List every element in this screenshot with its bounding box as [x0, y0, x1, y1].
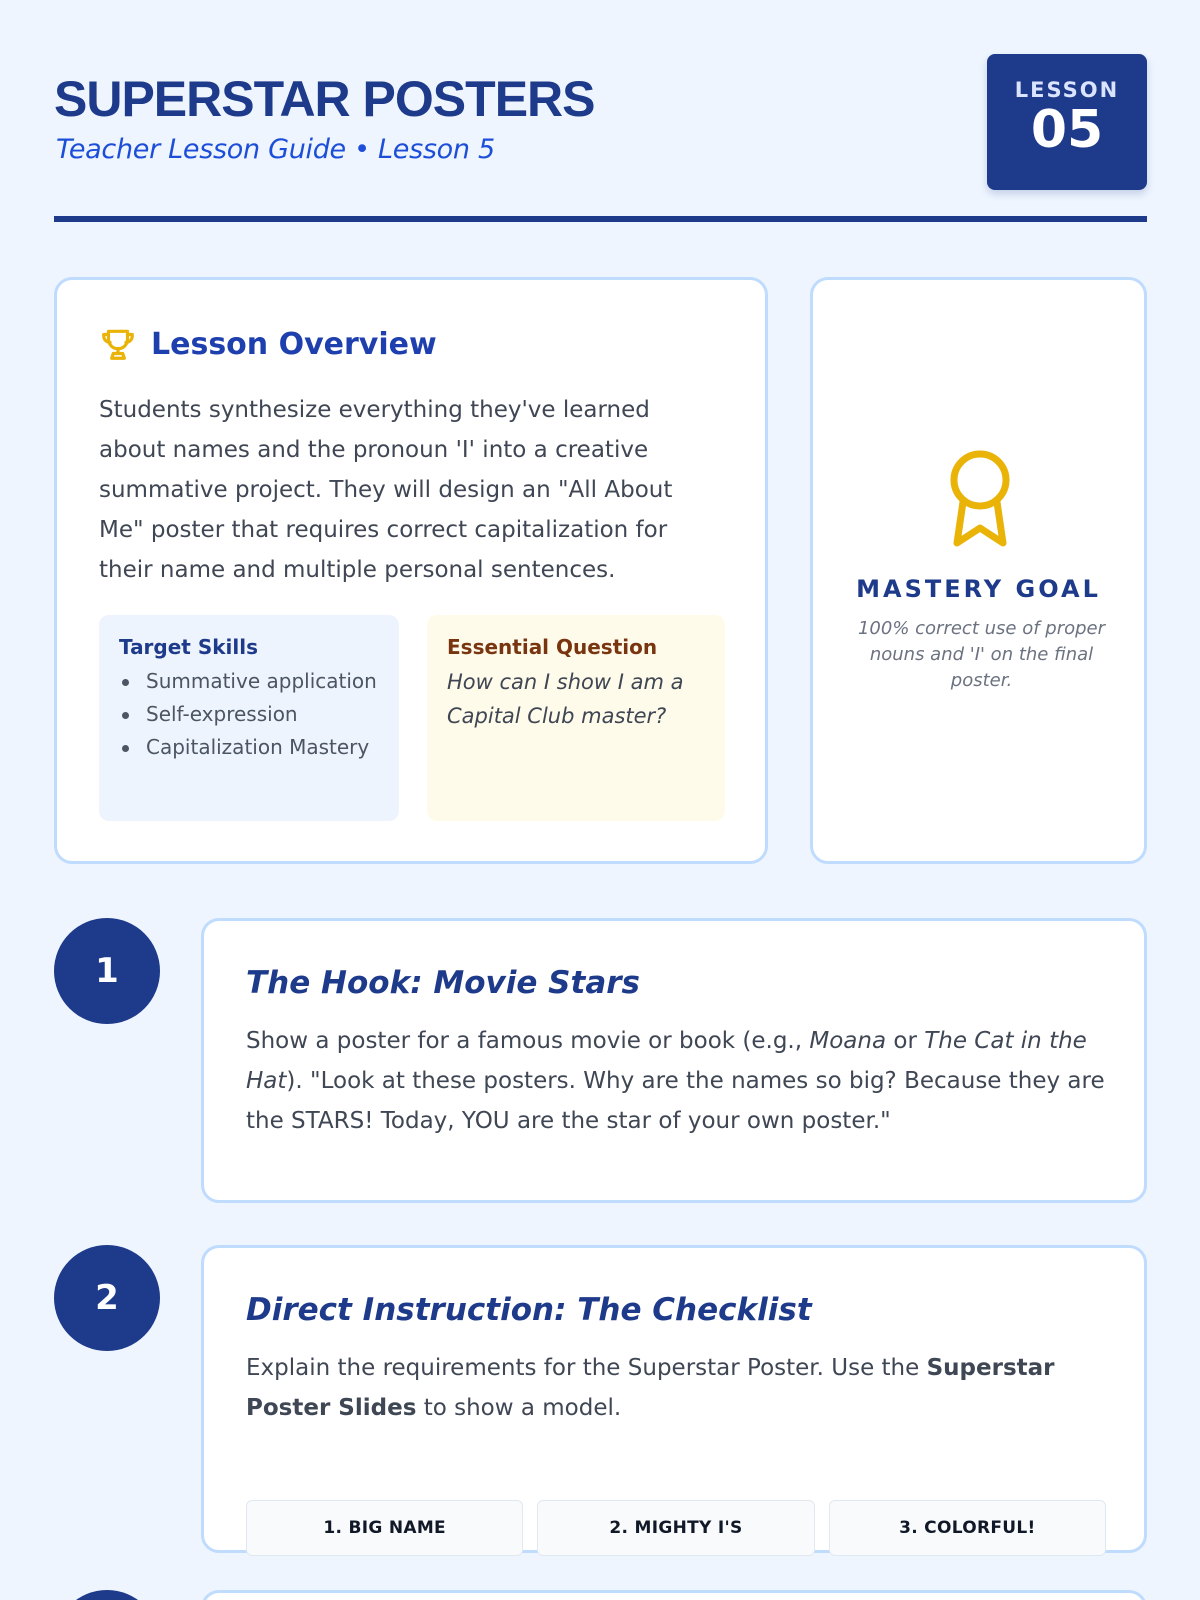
- checklist-item-colorful: 3. COLORFUL!: [829, 1500, 1106, 1556]
- page-header: [54, 54, 1147, 224]
- poster-checklist: [246, 1500, 1106, 1556]
- step-card-next: [201, 1590, 1147, 1600]
- overview-heading: Lesson Overview: [151, 326, 437, 362]
- step-number-badge: 2: [54, 1245, 160, 1351]
- step-title: The Hook: Movie Stars: [246, 965, 640, 1001]
- step-body-text: ). "Look at these posters. Why are the names so big? Because they are the STARS! Today, YOU are the star of your own poster.": [246, 1068, 1105, 1134]
- step-card-hook: [201, 918, 1147, 1203]
- step-body-book-title: The Cat in the Hat: [246, 1028, 1087, 1094]
- list-item: Summative application: [119, 665, 379, 698]
- step-body: [246, 1348, 1106, 1428]
- target-skills-heading: Target Skills: [119, 635, 259, 659]
- step-card-direct-instruction: [201, 1245, 1147, 1553]
- lesson-badge-label: LESSON: [1014, 78, 1120, 102]
- essential-question-heading: Essential Question: [447, 635, 658, 659]
- page-title: SUPERSTAR POSTERS: [54, 71, 595, 127]
- step-body-text: or: [886, 1028, 925, 1054]
- step-title: Direct Instruction: The Checklist: [246, 1292, 812, 1328]
- award-medal-icon: [947, 450, 1013, 550]
- step-body: [246, 1021, 1106, 1141]
- step-body-movie-title: Moana: [809, 1028, 887, 1054]
- step-number-badge: 1: [54, 918, 160, 1024]
- step-number-badge: [54, 1590, 160, 1600]
- step-body-text: to show a model.: [416, 1395, 622, 1421]
- overview-text: Students synthesize everything they've learned about names and the pronoun 'I' into a creative summative project. They will design an "All About Me" poster that requires correct capitalization for their name and multiple personal sentences.: [99, 397, 673, 583]
- step-body-resource: Superstar Poster Slides: [246, 1355, 1055, 1421]
- trophy-icon: [99, 324, 137, 364]
- list-item: Self-expression: [119, 698, 379, 731]
- mastery-goal-heading: MASTERY GOAL: [856, 575, 1101, 603]
- overview-header: [99, 324, 437, 364]
- mastery-goal-text: 100% correct use of proper nouns and 'I' on the final poster.: [857, 618, 1106, 691]
- header-divider: [54, 216, 1147, 222]
- checklist-item-mighty-is: 2. MIGHTY I'S: [537, 1500, 814, 1556]
- lesson-overview-card: [54, 277, 768, 864]
- checklist-item-big-name: 1. BIG NAME: [246, 1500, 523, 1556]
- target-skills-box: [99, 615, 399, 821]
- step-body-text: Show a poster for a famous movie or book (e.g.,: [246, 1028, 810, 1054]
- essential-question-box: [427, 615, 725, 821]
- mastery-goal-card: [810, 277, 1147, 864]
- lesson-badge: [987, 54, 1147, 190]
- page-subtitle: Teacher Lesson Guide • Lesson 5: [56, 134, 495, 165]
- lesson-badge-number: 05: [1030, 100, 1104, 160]
- list-item: Capitalization Mastery: [119, 731, 379, 764]
- step-body-text: Explain the requirements for the Superstar Poster. Use the: [246, 1355, 927, 1381]
- essential-question-text: How can I show I am a Capital Club master?: [447, 670, 684, 728]
- target-skills-list: [119, 665, 379, 764]
